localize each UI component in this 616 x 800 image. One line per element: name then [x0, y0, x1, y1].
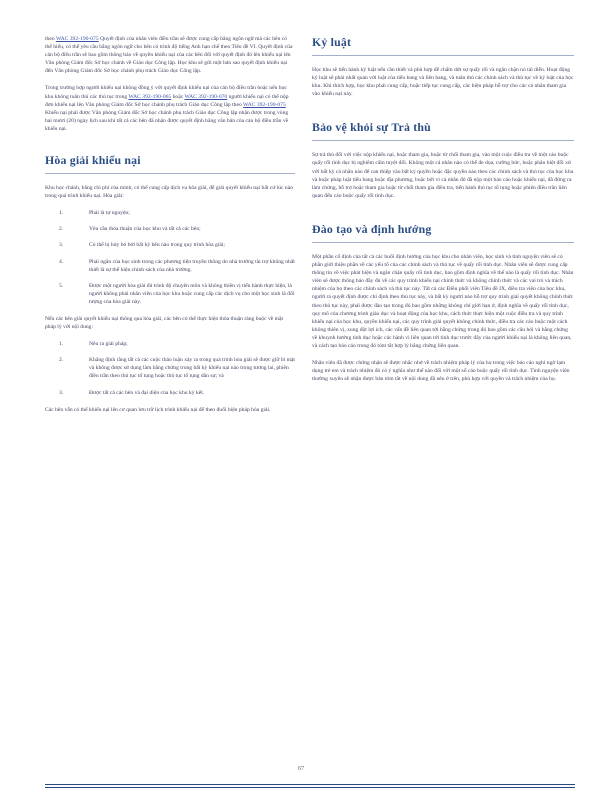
wac-link[interactable]: WAC 392-190-075 — [243, 101, 286, 108]
heading-text: Hòa giải khiếu nại — [45, 153, 141, 168]
discipline-paragraph: Học khu sẽ tiến hành kỷ luật nếu cần thiết và phù hợp để chấm dứt sự quấy rối và ngăn chặn nó tái diễn. Hoạt động kỷ luật sẽ phải nhất quán với luật của tiểu bang và liên bang, và tuân thủ các chính sách và thủ tục về kỷ luật của học khu. Khi thích hợp, học khu phải cung cấp, hoặc tiếp tục cung cấp, các biện pháp hỗ trợ cho các cá nhân tham gia vào khiếu nại này. — [312, 67, 574, 98]
list-number: 1. — [59, 341, 64, 348]
appeal-paragraph — [45, 84, 295, 133]
text-fragment: người khiếu nại có thể nộp đơn khiếu nại lên Văn phòng Giám đốc Sở học chánh phụ trách Giáo dục Công lập theo — [45, 93, 289, 108]
page-number: 67 — [298, 766, 304, 772]
wac-link[interactable]: WAC 392-190-065 — [128, 93, 172, 100]
text-fragment: theo — [45, 36, 56, 42]
heading-text: Kỷ luật — [312, 35, 352, 49]
text-fragment: Trong trường hợp người khiếu nại không đồng ý với quyết định khiếu nại của cán bộ điều trần hoặc nếu học khu không tuân thủ các thủ tục trong — [45, 85, 287, 100]
heading-rule — [312, 242, 574, 243]
training-paragraph-2: Nhân viên đã được chứng nhận sẽ được nhắc nhở về trách nhiệm pháp lý của họ trong việc báo cáo nghi ngờ lạm dụng trẻ em và trách nhiệm đó có ý nghĩa như thế nào đối với một số cáo buộc quấy rối tình dục. Tình nguyện viên thường xuyên sẽ nhận được bản tóm tắt về nội dung đã nêu ở trên, phù hợp với quyền và trách nhiệm của họ. — [312, 360, 570, 383]
hearing-decision-paragraph — [45, 35, 295, 75]
text-fragment: hoặc — [171, 93, 185, 100]
list-number: 5. — [59, 282, 64, 289]
left-column — [45, 35, 295, 423]
right-column — [312, 35, 574, 392]
list-number: 3. — [59, 389, 64, 396]
list-item — [45, 389, 295, 397]
list-number: 3. — [59, 242, 64, 249]
list-text: Có thể bị hủy bỏ bởi bất kỳ bên nào trong quy trình hòa giải; — [89, 242, 225, 249]
list-number: 4. — [59, 258, 64, 265]
section-heading-discipline — [312, 35, 574, 56]
list-item — [45, 258, 295, 274]
list-item — [45, 340, 295, 348]
list-text: Nêu ra giải pháp; — [89, 341, 128, 348]
list-text: Phải ngăn của học sinh trong các phương tiện truyền thông do nhà trường tài trợ không nhất thiết là sự thể hiện chính sách của nhà trường. — [89, 258, 295, 273]
list-number: 2. — [59, 226, 64, 233]
retaliation-paragraph: Sự trả thù đối với việc nộp khiếu nại, hoặc tham gia, hoặc từ chối tham gia, vào một cuộc điều tra về một cáo buộc quấy rối tình dục bị nghiêm cấm tuyệt đối. Không một cá nhân nào có thể đe dọa, cưỡng bức, hoặc phân biệt đối xử với bất kỳ cá nhân nào để can thiệp vào bất kỳ quyền hoặc đặc quyền nào theo các chính sách và thủ tục của học khu và hoặc pháp luật tiểu bang hoặc địa phương, hoặc bởi vì cá nhân đó đã nộp một báo cáo hoặc khiếu nại, đã đứng ra làm chứng, hỗ trợ hoặc tham gia hoặc từ chối tham gia điều tra, tiến hành thủ tục tố tụng hoặc phiên điều trần liên quan đến cáo buộc quấy rối tình dục. — [312, 152, 574, 199]
list-text: Khẳng định rằng tất cả các cuộc thảo luận xảy ra trong quá trình hòa giải sẽ được giữ bí mật và không được sử dụng làm bằng chứng trong bất kỳ khiếu nại nào trong tương lai, phiên điều trần theo thủ tục tố tụng hoặc thủ tục tố tụng dân sự; và — [89, 357, 295, 380]
heading-text: Bảo vệ khỏi sự Trả thù — [312, 120, 431, 135]
mediation-conditions-list — [45, 209, 295, 306]
heading-rule — [312, 55, 574, 56]
list-number: 1. — [59, 210, 64, 217]
wac-link[interactable]: WAC 392-190-070 — [184, 93, 228, 100]
text-fragment: Khiếu nại phải được Văn phòng Giám đốc Sở học chánh phụ trách Giáo dục Công lập nhận được trong vòng hai mươi (20) ngày lịch sau khi tất cả các bên đã nhận được quyết định bằng văn bản của cán bộ điều trần về khiếu nại. — [45, 109, 289, 132]
heading-text: Đào tạo và định hướng — [312, 221, 432, 236]
list-item — [45, 356, 295, 380]
list-text: Yêu cầu thỏa thuận của học khu và tất cả các bên; — [89, 226, 201, 233]
list-item — [45, 241, 295, 249]
footer-rule — [45, 784, 575, 785]
section-heading-training — [312, 222, 574, 243]
mediation-agreement-list — [45, 340, 295, 396]
section-heading-retaliation — [312, 120, 574, 141]
list-text: Được tất cả các bên và đại diện của học khu ký kết. — [89, 389, 205, 396]
mediation-intro: Khu học chánh, bằng chi phí của mình, có thể cung cấp dịch vụ hòa giải, để giải quyết khiếu nại bất cứ lúc nào trong quá trình khiếu nại. Hòa giải: — [45, 185, 293, 200]
training-paragraph-1: Một phần cố định của tất cả các buổi định hướng của học khu cho nhân viên, học sinh và tình nguyện viên sẽ có phần giới thiệu phần về các yếu tố của các chính sách và thủ tục về quấy rối tình dục. Nhân viên sẽ được cung cấp thông tin về việc phát hiện và ngăn chặn quấy rối tình dục, bao gồm định nghĩa về thế nào là quấy rối tình dục. Nhân viên sẽ được thông báo đầy đủ về các quy trình khiếu nại chính thức và không chính thức và các vai trò và trách nhiệm của họ theo các chính sách và thủ tục này. Tất cả các Điều phối viên Tiêu đề IX, điều tra viên của học khu, người ra quyết định được chỉ định theo thủ tục này, và bất kỳ người nào hỗ trợ quy trình giải quyết không chính thức theo thủ tục này, phải được đào tạo trong đó bao gồm những không chỉ giới hạn ở, định nghĩa về quấy rối tình dục, quy mô của chương trình giáo dục và hoạt động của học khu, cách thức thực hiện một cuộc điều tra và quy trình khiếu nại của học khu, quyền khiếu nại, các quy trình giải quyết không chính thức, điều tra các cáo buộc một cách không thiên vị, xung đột lợi ích, các vấn đề liên quan tới bằng chứng trong đó bao gồm các câu hỏi và bằng chứng về khuynh hướng tình dục hoặc các hành vi liên quan tới tình dục trước đây của người khiếu nại là không liên quan, và cách tạo báo cáo trong đó tóm tắt hợp lý bằng chứng liên quan. — [312, 253, 574, 349]
section-heading-mediation — [45, 153, 295, 174]
mediation-agreement-intro: Nếu các bên giải quyết khiếu nại thông qua hòa giải, các bên có thể thực hiện thỏa thuận ràng buộc về mặt pháp lý với nội dung: — [45, 315, 284, 331]
heading-rule — [45, 173, 295, 174]
list-item — [45, 282, 295, 306]
list-text: Được một người hòa giải đủ trình độ chuyên môn và không thiên vị tiến hành thực hiện, là người không phải nhân viên của học khu hoặc cung cấp các dịch vụ cho một học sinh là đối tượng của hòa giải này. — [89, 282, 295, 305]
wac-link[interactable]: WAC 392-190-075 — [55, 36, 99, 42]
list-item — [45, 209, 295, 217]
list-item — [45, 225, 295, 233]
text-fragment: Quyết định của nhân viên điều trần sẽ được cung cấp bằng ngôn ngữ mà các bên có thể hiểu, có thể yêu cầu bằng ngôn ngữ cho bên có trình độ tiếng Anh hạn chế theo Tiêu đề VI. Quyết định của cán bộ điều trần sẽ bao gồm thông báo về quyền khiếu nại của các bên đối với quyết định đó lên khiếu nại lên Văn phòng Giám đốc Sở học chánh về Giáo dục Công lập. Học khu sẽ gửi một bản sao quyết định khiếu nại đến Văn phòng Giám đốc Sở học chánh phụ trách Giáo dục Công lập. — [45, 36, 293, 75]
heading-rule — [312, 140, 574, 141]
list-text: Phải là tự nguyện; — [89, 210, 130, 217]
footer-rule — [45, 787, 575, 788]
list-number: 2. — [59, 357, 64, 364]
mediation-closing: Các bên vẫn có thể khiếu nại lên cơ quan lưu trữ lịch trình khiếu nại để theo đuổi biện pháp hòa giải. — [45, 406, 271, 413]
